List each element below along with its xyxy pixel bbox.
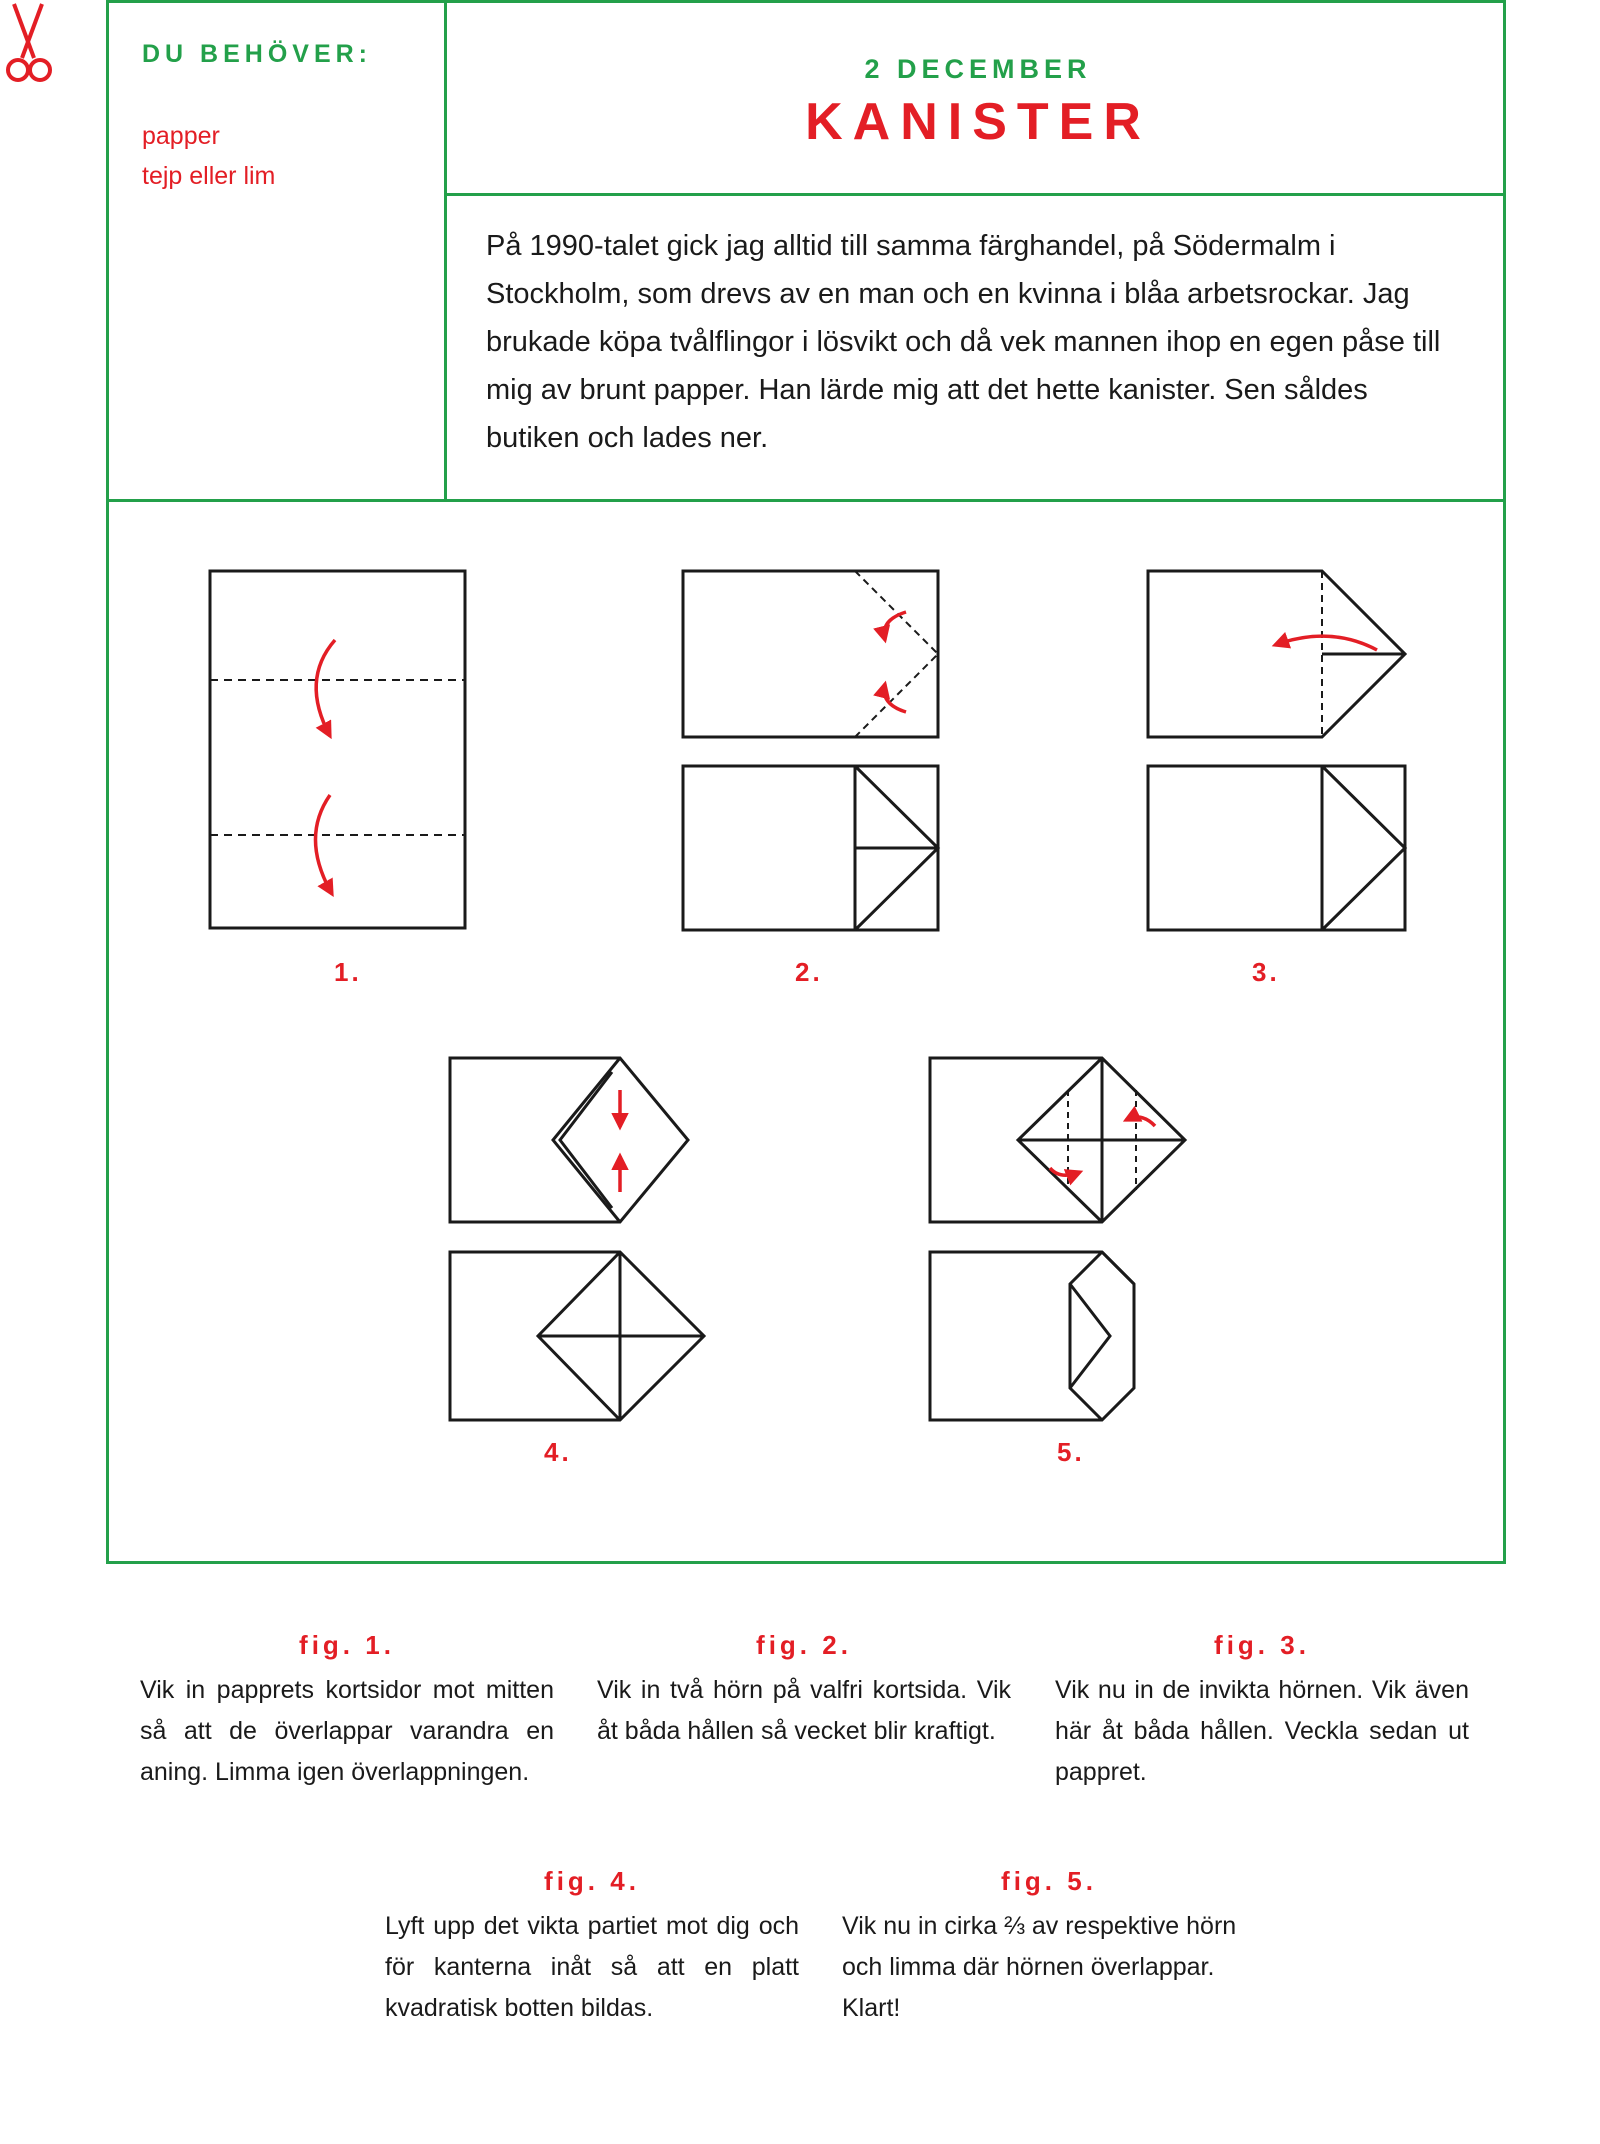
- step-number-3: 3.: [1252, 957, 1280, 987]
- diagram-step-4b: [450, 1252, 704, 1420]
- diagram-step-5b: [930, 1252, 1134, 1420]
- fig-text-1: Vik in papprets kortsidor mot mitten så att de överlappar varandra en aning. Limma igen överlappningen.: [140, 1676, 554, 1786]
- diagram-step-5a: [930, 1058, 1185, 1222]
- diagram-step-3a: [1148, 571, 1405, 737]
- fig-label-4: fig. 4.: [544, 1866, 640, 1896]
- needs-title: DU BEHÖVER:: [142, 40, 373, 68]
- diagram-step-2a: [683, 571, 938, 737]
- fig-text-3: Vik nu in de invikta hörnen. Vik även här åt båda hållen. Veckla sedan ut pappret.: [1055, 1676, 1469, 1786]
- diagram-step-1: [210, 571, 465, 928]
- fig-label-5: fig. 5.: [1001, 1866, 1097, 1896]
- fig-label-2: fig. 2.: [756, 1630, 852, 1660]
- step-number-1: 1.: [334, 957, 362, 987]
- fig-text-5: Vik nu in cirka ⅔ av respektive hörn och limma där hörnen överlappar. Klart!: [842, 1912, 1237, 2022]
- fig-text-4: Lyft upp det vikta partiet mot dig och för kanterna inåt så att en platt kvadratisk botten bildas.: [385, 1912, 799, 2022]
- diagram-step-2b: [683, 766, 938, 930]
- step-number-4: 4.: [544, 1437, 572, 1467]
- diagram-step-3b: [1148, 766, 1405, 930]
- needs-item: papper: [142, 122, 220, 150]
- step-number-5: 5.: [1057, 1437, 1085, 1467]
- needs-item: tejp eller lim: [142, 162, 276, 190]
- intro-text: På 1990-talet gick jag alltid till samma färghandel, på Södermalm i Stockholm, som drevs av en man och en kvinna i blåa arbetsrockar. Jag brukade köpa tvålflingor i lösvikt och då vek mannen ihop en egen påse till mig av brunt papper. Han lärde mig att det hette kanister. Sen såldes butiken och lades ner.: [486, 230, 1441, 454]
- date: 2 DECEMBER: [864, 54, 1092, 84]
- fig-label-1: fig. 1.: [299, 1630, 395, 1660]
- fig-text-2: Vik in två hörn på valfri kortsida. Vik åt båda hållen så vecket blir kraftigt.: [597, 1676, 1011, 1745]
- step-number-2: 2.: [795, 957, 823, 987]
- page-title: KANISTER: [805, 93, 1151, 151]
- diagram-step-4a: [450, 1058, 688, 1222]
- fig-label-3: fig. 3.: [1214, 1630, 1310, 1660]
